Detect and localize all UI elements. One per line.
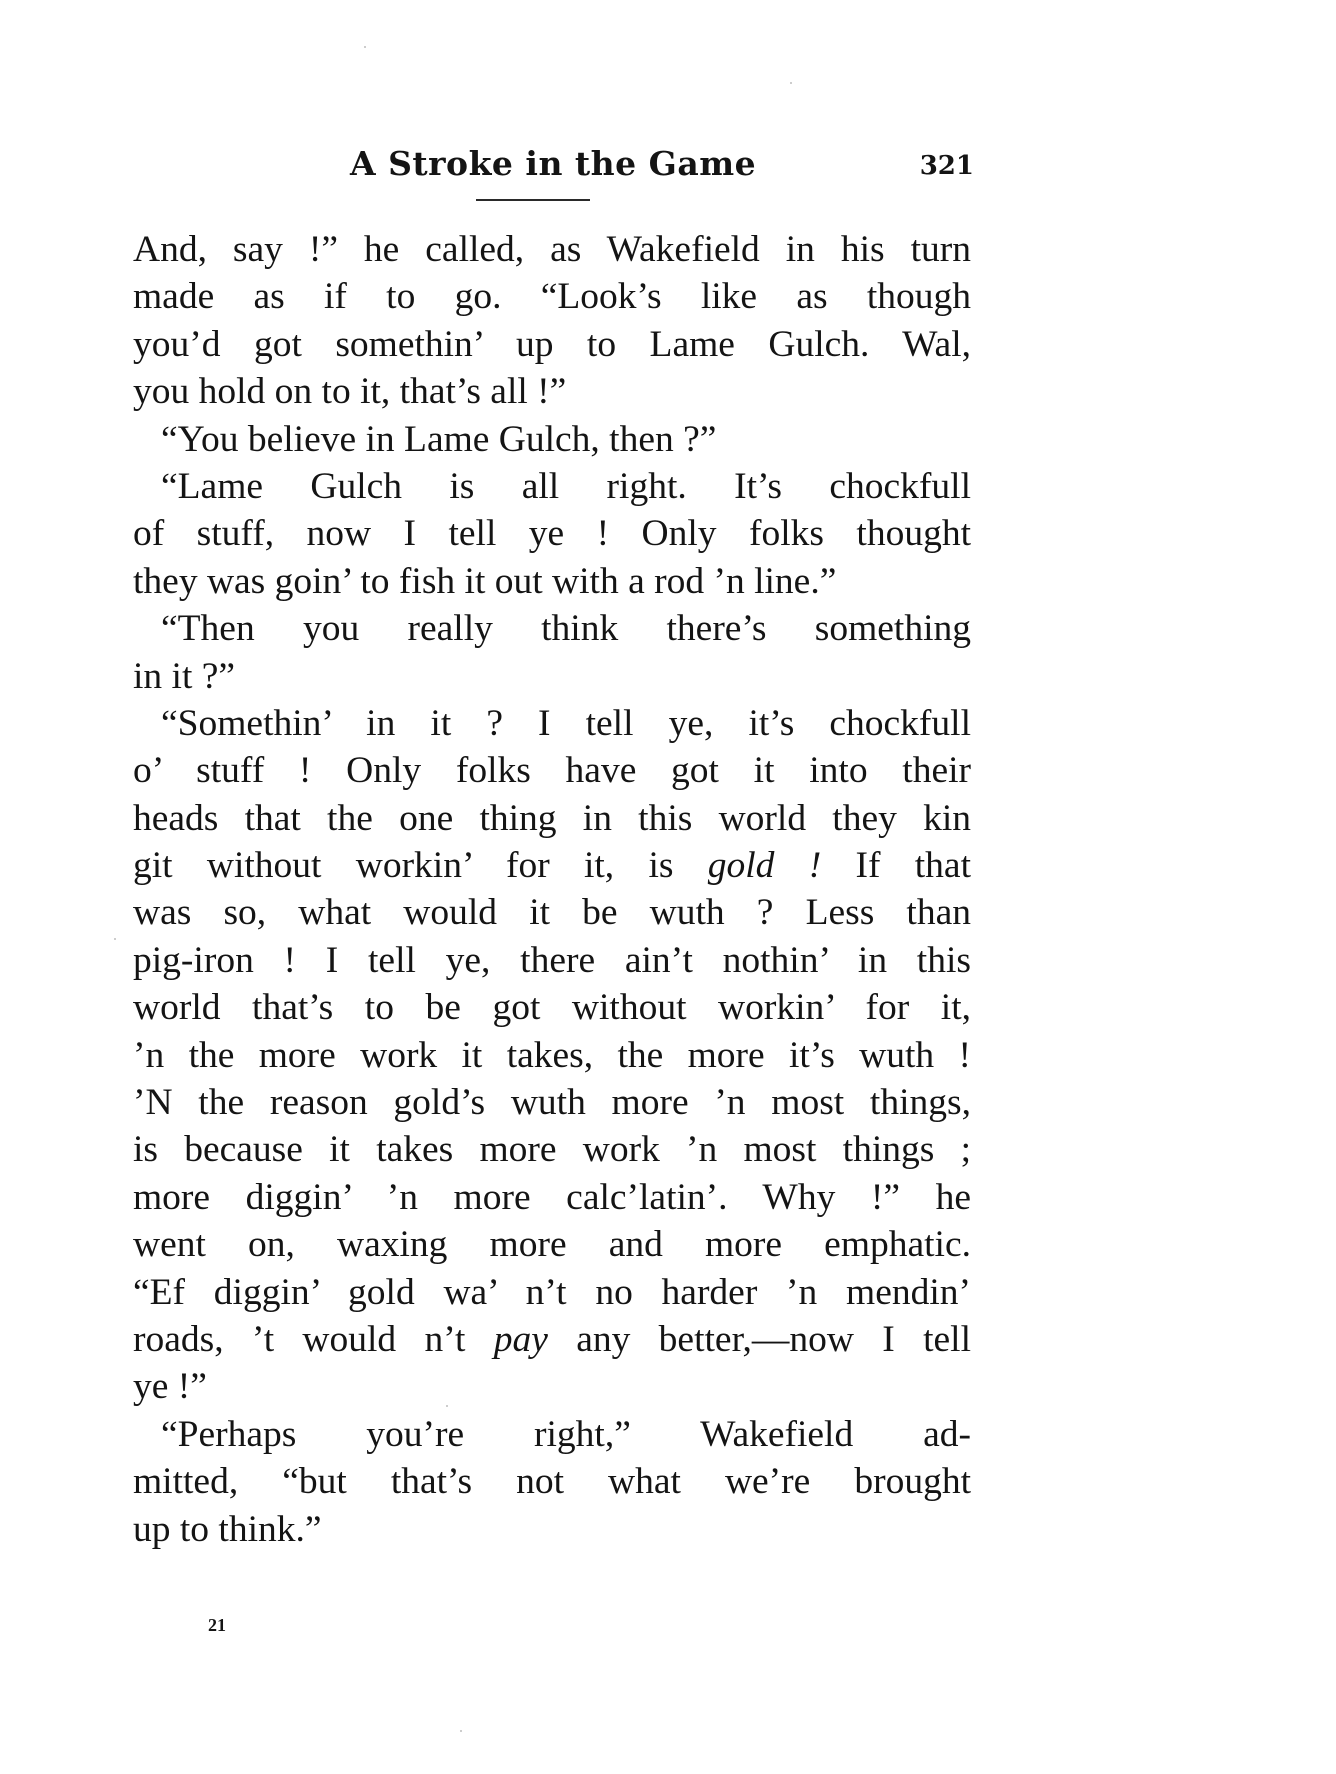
text-segment: up to think.” [133,1508,322,1550]
italic-text: pay [493,1318,548,1360]
text-line [133,226,971,273]
text-segment: was so, what would it be wuth ? Less than [133,892,971,934]
text-line [133,1506,971,1553]
text-segment: heads that the one thing in this world they kin [133,797,971,839]
italic-text: gold ! [707,845,822,887]
paper-speck [460,1730,462,1732]
text-line [133,1126,971,1173]
text-line [133,984,971,1031]
text-line [133,463,971,510]
text-line [133,747,971,794]
text-segment: ’N the reason gold’s wuth more ’n most things, [133,1082,971,1124]
text-segment: they was goin’ to fish it out with a rod ’n line.” [133,560,837,602]
text-segment: “Then you really think there’s something [161,608,971,650]
text-segment: “Ef diggin’ gold wa’ n’t no harder ’n mendin’ [133,1271,971,1313]
text-line [133,1411,971,1458]
text-line [133,700,971,747]
text-line [133,1269,971,1316]
header-rule [476,199,590,201]
text-line [133,273,971,320]
text-line [133,1079,971,1126]
text-segment: ’n the more work it takes, the more it’s wuth ! [133,1034,971,1076]
text-line [133,795,971,842]
text-segment: git without workin’ for it, is [133,845,708,887]
text-segment: pig-iron ! I tell ye, there ain’t nothin’ in this [133,939,971,981]
text-line [133,937,971,984]
text-segment: of stuff, now I tell ye ! Only folks thought [133,513,971,555]
text-line [133,1032,971,1079]
text-segment: world that’s to be got without workin’ for it, [133,987,971,1029]
text-segment: you’d got somethin’ up to Lame Gulch. Wal, [133,323,971,365]
text-line [133,605,971,652]
paper-speck [364,46,366,48]
text-segment: o’ stuff ! Only folks have got it into their [133,750,971,792]
text-line [133,653,971,700]
text-segment: “Perhaps you’re right,” Wakefield ad- [161,1413,971,1455]
text-line [133,510,971,557]
text-segment: more diggin’ ’n more calc’latin’. Why !” he [133,1176,971,1218]
text-line [133,321,971,368]
text-line [133,1363,971,1410]
text-segment: And, say !” he called, as Wakefield in his turn [133,229,971,270]
text-segment: made as if to go. “Look’s like as though [133,276,971,318]
text-segment: If that [821,845,971,887]
text-segment: roads, ’t would n’t [133,1318,494,1360]
text-segment: “Lame Gulch is all right. It’s chockfull [161,465,971,507]
text-line [133,889,971,936]
running-head [0,142,1336,192]
text-segment: in it ?” [133,655,236,697]
text-segment: “Somethin’ in it ? I tell ye, it’s chockfull [161,702,971,744]
text-line [133,1316,971,1363]
text-line [133,368,971,415]
running-title: A Stroke in the Game [350,144,757,183]
text-segment: you hold on to it, that’s all !” [133,371,567,413]
signature-mark: 21 [208,1615,226,1635]
text-line [133,558,971,605]
text-segment: mitted, “but that’s not what we’re brought [133,1461,971,1503]
text-line [133,1221,971,1268]
text-segment: is because it takes more work ’n most things ; [133,1129,971,1171]
text-line [133,416,971,463]
paper-speck [790,82,792,84]
paper-speck [114,938,116,940]
text-line [133,1458,971,1505]
text-line [133,842,971,889]
text-line [133,1174,971,1221]
paper-speck [446,1405,448,1407]
text-segment: went on, waxing more and more emphatic. [133,1224,971,1266]
text-segment: any better,—now I tell [547,1318,971,1360]
page-number: 321 [919,151,974,181]
text-segment: “You believe in Lame Gulch, then ?” [161,418,717,460]
text-segment: ye !” [133,1366,207,1408]
body-text [133,226,971,1553]
